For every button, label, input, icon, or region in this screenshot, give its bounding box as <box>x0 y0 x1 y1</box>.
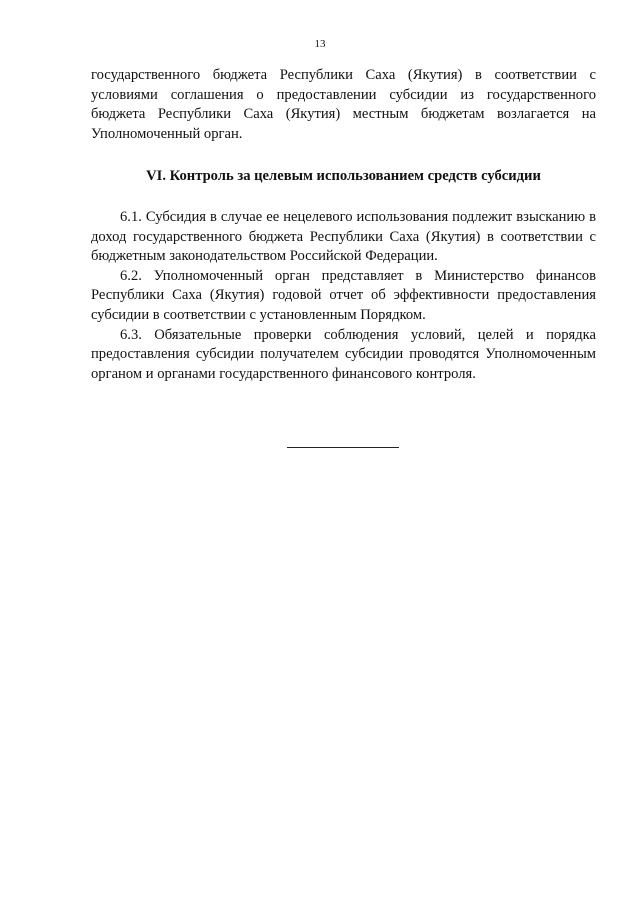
paragraph-6-1: 6.1. Субсидия в случае ее нецелевого использования подлежит взысканию в доход государственного бюджета Республики Саха (Якутия) в соответствии с бюджетным законодательством Российской Федерации. <box>91 208 596 265</box>
intro-paragraph: государственного бюджета Республики Саха (Якутия) в соответствии с условиями соглашения о предоставлении субсидии из государственного бюджета Республики Саха (Якутия) местным бюджетам возлагается на Уполномоченный орган. <box>91 67 596 142</box>
section-heading: VI. Контроль за целевым использованием средств субсидии <box>146 168 541 185</box>
paragraph-6-3: 6.3. Обязательные проверки соблюдения условий, целей и порядка предоставления субсидии получателем субсидии проводятся Уполномоченным органом и органами государственного финансового контроля. <box>91 326 596 382</box>
page-number: 13 <box>314 38 326 50</box>
document-body <box>91 66 596 384</box>
end-of-document-line <box>287 447 399 448</box>
paragraph-6-2: 6.2. Уполномоченный орган представляет в Министерство финансов Республики Саха (Якутия) годовой отчет об эффективности предоставления субсидии в соответствии с установленным Порядком. <box>91 267 596 323</box>
